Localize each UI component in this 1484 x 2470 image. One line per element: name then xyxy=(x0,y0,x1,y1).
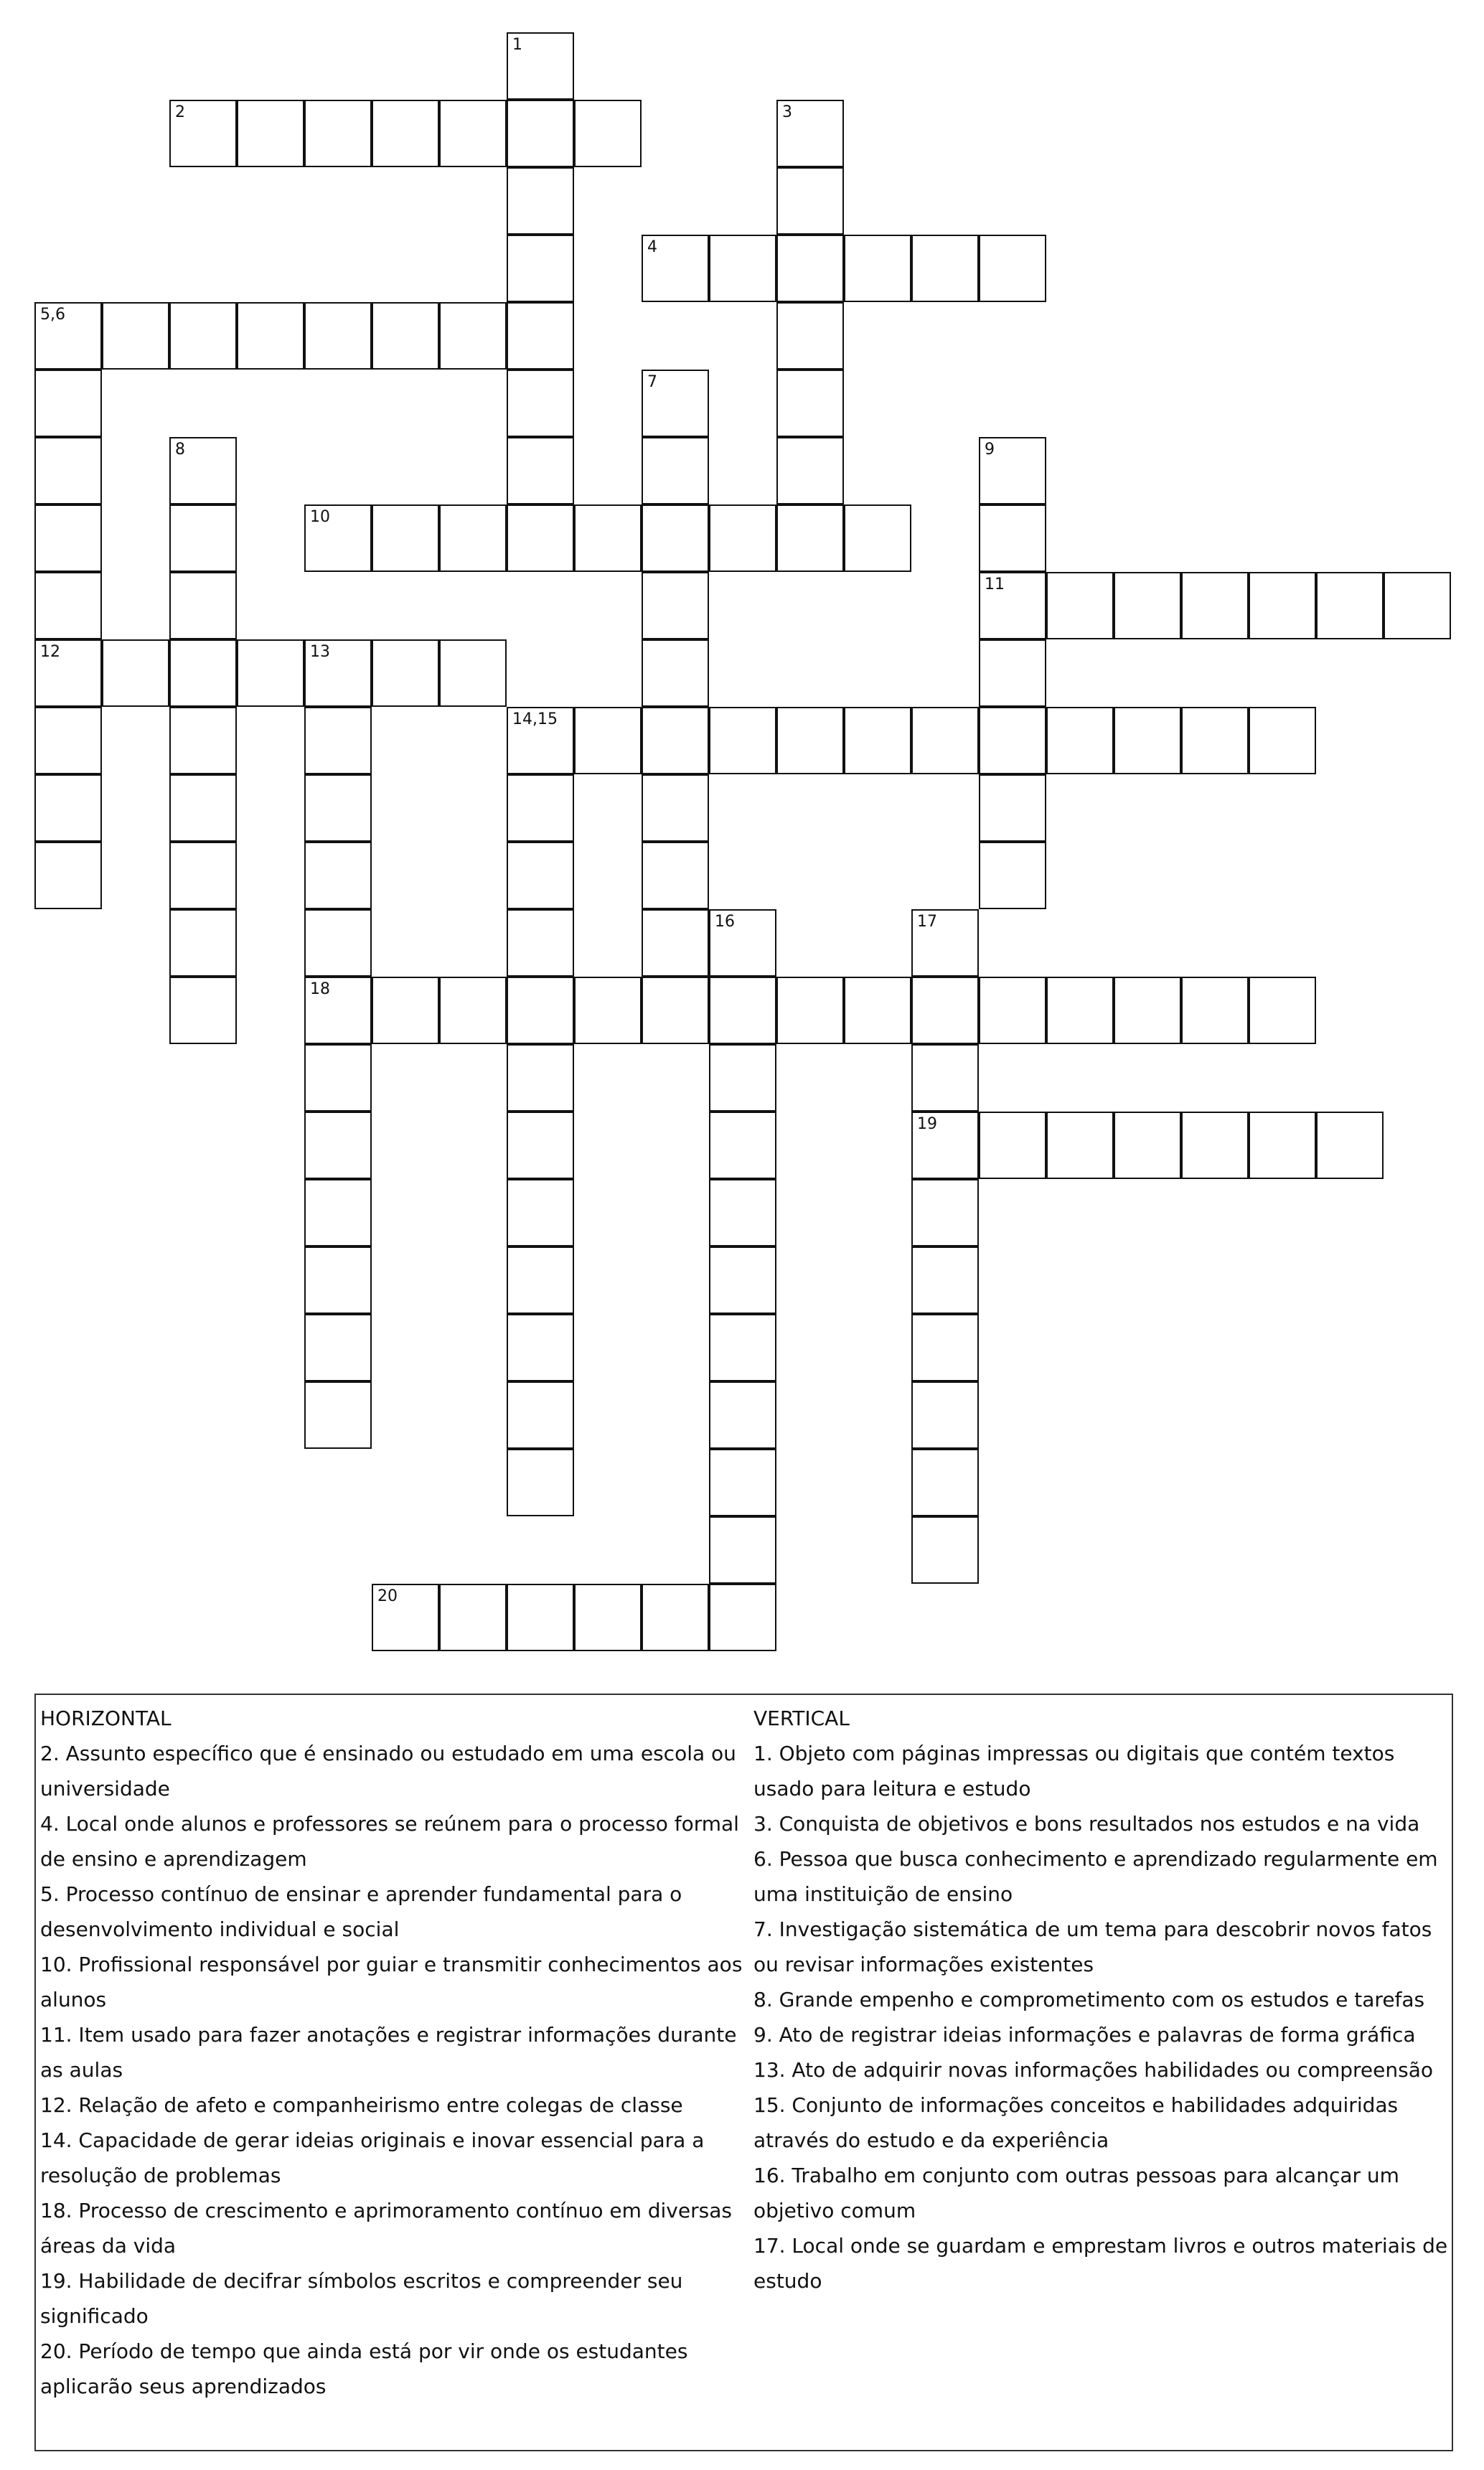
grid-cell[interactable] xyxy=(34,370,102,437)
grid-cell[interactable] xyxy=(169,909,237,977)
grid-cell[interactable] xyxy=(237,639,304,707)
clue-number: 9 xyxy=(985,441,995,459)
grid-cell[interactable] xyxy=(34,302,102,370)
grid-cell[interactable] xyxy=(709,504,776,572)
grid-cell[interactable] xyxy=(1046,707,1114,774)
grid-cell[interactable] xyxy=(776,437,844,504)
clue-number: 20 xyxy=(377,1587,398,1605)
grid-cell[interactable] xyxy=(709,707,776,774)
grid-cell[interactable] xyxy=(642,774,709,842)
grid-cell[interactable] xyxy=(304,302,372,370)
grid-cell[interactable] xyxy=(1046,1112,1114,1179)
grid-cell[interactable] xyxy=(642,572,709,639)
grid-cell[interactable] xyxy=(439,302,507,370)
clue-h-10: 10. Profissional responsável por guiar e transmitir conhecimentos aos alunos xyxy=(40,1953,743,2011)
grid-cell[interactable] xyxy=(304,774,372,842)
grid-cell[interactable] xyxy=(372,100,439,167)
grid-cell[interactable] xyxy=(237,100,304,167)
grid-cell[interactable] xyxy=(304,1246,372,1314)
grid-cell[interactable] xyxy=(844,504,911,572)
grid-cell[interactable] xyxy=(709,1449,776,1516)
grid-cell[interactable] xyxy=(1181,977,1249,1044)
grid-cell[interactable] xyxy=(304,1314,372,1381)
grid-cell[interactable] xyxy=(574,100,642,167)
grid-cell[interactable] xyxy=(574,1584,642,1651)
grid-cell[interactable] xyxy=(1181,707,1249,774)
grid-cell[interactable] xyxy=(34,774,102,842)
grid-cell[interactable] xyxy=(911,1381,979,1449)
clue-v-13: 13. Ato de adquirir novas informações habilidades ou compreensão xyxy=(753,2058,1433,2082)
grid-cell[interactable] xyxy=(1249,707,1316,774)
grid-cell[interactable] xyxy=(507,1314,574,1381)
grid-cell[interactable] xyxy=(642,707,709,774)
grid-cell[interactable] xyxy=(1181,572,1249,639)
clue-number: 8 xyxy=(175,441,185,459)
clue-h-20: 20. Período de tempo que ainda está por vir onde os estudantes aplicarão seus aprendizados xyxy=(40,2339,688,2398)
clue-number: 5,6 xyxy=(40,306,65,324)
clue-h-12: 12. Relação de afeto e companheirismo entre colegas de classe xyxy=(40,2093,683,2117)
grid-cell[interactable] xyxy=(642,977,709,1044)
clue-number: 19 xyxy=(917,1115,937,1133)
grid-cell[interactable] xyxy=(979,437,1046,504)
clue-number: 3 xyxy=(782,103,792,121)
grid-cell[interactable] xyxy=(642,909,709,977)
grid-cell[interactable] xyxy=(911,1246,979,1314)
grid-cell[interactable] xyxy=(776,302,844,370)
grid-cell[interactable] xyxy=(979,774,1046,842)
grid-cell[interactable] xyxy=(507,1044,574,1112)
clue-number: 12 xyxy=(40,643,60,661)
clue-h-2: 2. Assunto específico que é ensinado ou estudado em uma escola ou universidade xyxy=(40,1742,736,1800)
clue-number: 2 xyxy=(175,103,185,121)
grid-cell[interactable] xyxy=(34,707,102,774)
horizontal-clues xyxy=(40,1701,751,2404)
grid-cell[interactable] xyxy=(844,235,911,302)
grid-cell[interactable] xyxy=(34,842,102,909)
grid-cell[interactable] xyxy=(169,977,237,1044)
grid-cell[interactable] xyxy=(169,504,237,572)
grid-cell[interactable] xyxy=(1249,977,1316,1044)
grid-cell[interactable] xyxy=(507,977,574,1044)
grid-cell[interactable] xyxy=(709,1584,776,1651)
clue-number: 11 xyxy=(985,576,1005,593)
grid-cell[interactable] xyxy=(507,504,574,572)
grid-cell[interactable] xyxy=(709,1314,776,1381)
grid-cell[interactable] xyxy=(507,1449,574,1516)
clue-v-15: 15. Conjunto de informações conceitos e habilidades adquiridas através do estudo e da experiência xyxy=(753,2093,1399,2152)
grid-cell[interactable] xyxy=(372,504,439,572)
clue-number: 10 xyxy=(310,508,330,526)
grid-cell[interactable] xyxy=(169,100,237,167)
clue-v-9: 9. Ato de registrar ideias informações e palavras de forma gráfica xyxy=(753,2023,1416,2047)
clue-number: 13 xyxy=(310,643,330,661)
grid-cell[interactable] xyxy=(169,639,237,707)
grid-cell[interactable] xyxy=(507,1112,574,1179)
clue-v-6: 6. Pessoa que busca conhecimento e aprendizado regularmente em uma instituição de ensino xyxy=(753,1847,1438,1906)
grid-cell[interactable] xyxy=(642,437,709,504)
grid-cell[interactable] xyxy=(1114,1112,1181,1179)
clue-h-19: 19. Habilidade de decifrar símbolos escritos e compreender seu significado xyxy=(40,2269,683,2328)
grid-cell[interactable] xyxy=(709,1179,776,1246)
grid-cell[interactable] xyxy=(776,977,844,1044)
grid-cell[interactable] xyxy=(507,774,574,842)
grid-cell[interactable] xyxy=(169,302,237,370)
grid-cell[interactable] xyxy=(642,370,709,437)
grid-cell[interactable] xyxy=(709,1246,776,1314)
grid-cell[interactable] xyxy=(439,504,507,572)
grid-cell[interactable] xyxy=(507,909,574,977)
grid-cell[interactable] xyxy=(979,977,1046,1044)
grid-cell[interactable] xyxy=(776,707,844,774)
grid-cell[interactable] xyxy=(507,302,574,370)
grid-cell[interactable] xyxy=(507,707,574,774)
grid-cell[interactable] xyxy=(304,1381,372,1449)
grid-cell[interactable] xyxy=(709,1044,776,1112)
grid-cell[interactable] xyxy=(911,707,979,774)
grid-cell[interactable] xyxy=(776,504,844,572)
grid-cell[interactable] xyxy=(979,707,1046,774)
grid-cell[interactable] xyxy=(979,504,1046,572)
grid-cell[interactable] xyxy=(979,572,1046,639)
grid-cell[interactable] xyxy=(642,639,709,707)
clue-v-7: 7. Investigação sistemática de um tema para descobrir novos fatos ou revisar informações existentes xyxy=(753,1917,1432,1976)
grid-cell[interactable] xyxy=(439,639,507,707)
grid-cell[interactable] xyxy=(979,639,1046,707)
grid-cell[interactable] xyxy=(304,100,372,167)
grid-cell[interactable] xyxy=(1114,572,1181,639)
clue-number: 1 xyxy=(512,36,522,54)
grid-cell[interactable] xyxy=(979,1112,1046,1179)
clue-h-18: 18. Processo de crescimento e aprimoramento contínuo em diversas áreas da vida xyxy=(40,2199,732,2258)
grid-cell[interactable] xyxy=(304,977,372,1044)
grid-cell[interactable] xyxy=(911,977,979,1044)
grid-cell[interactable] xyxy=(237,302,304,370)
clue-number: 4 xyxy=(647,238,657,256)
grid-cell[interactable] xyxy=(507,100,574,167)
grid-cell[interactable] xyxy=(709,909,776,977)
grid-cell[interactable] xyxy=(439,100,507,167)
grid-cell[interactable] xyxy=(372,1584,439,1651)
grid-cell[interactable] xyxy=(1046,977,1114,1044)
grid-cell[interactable] xyxy=(507,235,574,302)
clue-v-17: 17. Local onde se guardam e emprestam livros e outros materiais de estudo xyxy=(753,2234,1448,2293)
grid-cell[interactable] xyxy=(372,639,439,707)
grid-cell[interactable] xyxy=(776,370,844,437)
clue-v-8: 8. Grande empenho e comprometimento com os estudos e tarefas xyxy=(753,1988,1425,2011)
grid-cell[interactable] xyxy=(304,707,372,774)
grid-cell[interactable] xyxy=(372,977,439,1044)
grid-cell[interactable] xyxy=(507,1381,574,1449)
grid-cell[interactable] xyxy=(911,1044,979,1112)
grid-cell[interactable] xyxy=(776,167,844,235)
grid-cell[interactable] xyxy=(1181,1112,1249,1179)
grid-cell[interactable] xyxy=(709,1516,776,1584)
grid-cell[interactable] xyxy=(34,504,102,572)
grid-cell[interactable] xyxy=(1384,572,1451,639)
grid-cell[interactable] xyxy=(507,842,574,909)
grid-cell[interactable] xyxy=(102,639,169,707)
grid-cell[interactable] xyxy=(507,1246,574,1314)
grid-cell[interactable] xyxy=(911,1112,979,1179)
grid-cell[interactable] xyxy=(776,100,844,167)
vertical-clues xyxy=(753,1701,1450,2298)
grid-cell[interactable] xyxy=(304,909,372,977)
grid-cell[interactable] xyxy=(1316,572,1384,639)
grid-cell[interactable] xyxy=(911,1314,979,1381)
grid-cell[interactable] xyxy=(304,504,372,572)
clue-h-14: 14. Capacidade de gerar ideias originais e inovar essencial para a resolução de problemas xyxy=(40,2128,705,2187)
grid-cell[interactable] xyxy=(169,774,237,842)
grid-cell[interactable] xyxy=(304,1112,372,1179)
grid-cell[interactable] xyxy=(709,977,776,1044)
grid-cell[interactable] xyxy=(776,235,844,302)
grid-cell[interactable] xyxy=(979,235,1046,302)
horizontal-heading: HORIZONTAL xyxy=(40,1706,172,1730)
clue-h-11: 11. Item usado para fazer anotações e registrar informações durante as aulas xyxy=(40,2023,737,2082)
grid-cell[interactable] xyxy=(911,1449,979,1516)
grid-cell[interactable] xyxy=(642,1584,709,1651)
grid-cell[interactable] xyxy=(1249,572,1316,639)
grid-cell[interactable] xyxy=(169,707,237,774)
grid-cell[interactable] xyxy=(169,437,237,504)
clue-number: 16 xyxy=(715,913,735,931)
clue-h-5: 5. Processo contínuo de ensinar e aprender fundamental para o desenvolvimento individual e social xyxy=(40,1882,682,1941)
grid-cell[interactable] xyxy=(169,842,237,909)
grid-cell[interactable] xyxy=(1046,572,1114,639)
grid-cell[interactable] xyxy=(34,639,102,707)
grid-cell[interactable] xyxy=(574,977,642,1044)
grid-cell[interactable] xyxy=(34,572,102,639)
grid-cell[interactable] xyxy=(304,1044,372,1112)
clue-h-4: 4. Local onde alunos e professores se reúnem para o processo formal de ensino e aprendizagem xyxy=(40,1812,739,1871)
clue-number: 18 xyxy=(310,980,330,998)
grid-cell[interactable] xyxy=(372,302,439,370)
grid-cell[interactable] xyxy=(507,1179,574,1246)
grid-cell[interactable] xyxy=(1114,707,1181,774)
grid-cell[interactable] xyxy=(844,707,911,774)
vertical-heading: VERTICAL xyxy=(753,1706,850,1730)
grid-cell[interactable] xyxy=(304,1179,372,1246)
grid-cell[interactable] xyxy=(1316,1112,1384,1179)
grid-cell[interactable] xyxy=(102,302,169,370)
grid-cell[interactable] xyxy=(911,1179,979,1246)
clue-number: 17 xyxy=(917,913,937,931)
clue-v-16: 16. Trabalho em conjunto com outras pessoas para alcançar um objetivo comum xyxy=(753,2164,1399,2222)
grid-cell[interactable] xyxy=(642,235,709,302)
grid-cell[interactable] xyxy=(574,707,642,774)
clue-v-1: 1. Objeto com páginas impressas ou digitais que contém textos usado para leitura e estudo xyxy=(753,1742,1395,1800)
clue-number: 7 xyxy=(647,373,657,391)
grid-cell[interactable] xyxy=(507,1584,574,1651)
grid-cell[interactable] xyxy=(439,1584,507,1651)
grid-cell[interactable] xyxy=(507,437,574,504)
grid-cell[interactable] xyxy=(642,504,709,572)
grid-cell[interactable] xyxy=(709,1112,776,1179)
grid-cell[interactable] xyxy=(1249,1112,1316,1179)
clues-box xyxy=(34,1694,1453,2451)
grid-cell[interactable] xyxy=(304,842,372,909)
grid-cell[interactable] xyxy=(507,370,574,437)
clue-number: 14,15 xyxy=(512,710,558,728)
grid-cell[interactable] xyxy=(34,437,102,504)
grid-cell[interactable] xyxy=(709,235,776,302)
grid-cell[interactable] xyxy=(911,1516,979,1584)
grid-cell[interactable] xyxy=(574,504,642,572)
grid-cell[interactable] xyxy=(911,235,979,302)
grid-cell[interactable] xyxy=(911,909,979,977)
grid-cell[interactable] xyxy=(1114,977,1181,1044)
clue-v-3: 3. Conquista de objetivos e bons resultados nos estudos e na vida xyxy=(753,1812,1420,1836)
grid-cell[interactable] xyxy=(439,977,507,1044)
grid-cell[interactable] xyxy=(507,167,574,235)
grid-cell[interactable] xyxy=(844,977,911,1044)
grid-cell[interactable] xyxy=(169,572,237,639)
grid-cell[interactable] xyxy=(709,1381,776,1449)
grid-cell[interactable] xyxy=(304,639,372,707)
grid-cell[interactable] xyxy=(979,842,1046,909)
grid-cell[interactable] xyxy=(507,32,574,100)
grid-cell[interactable] xyxy=(642,842,709,909)
